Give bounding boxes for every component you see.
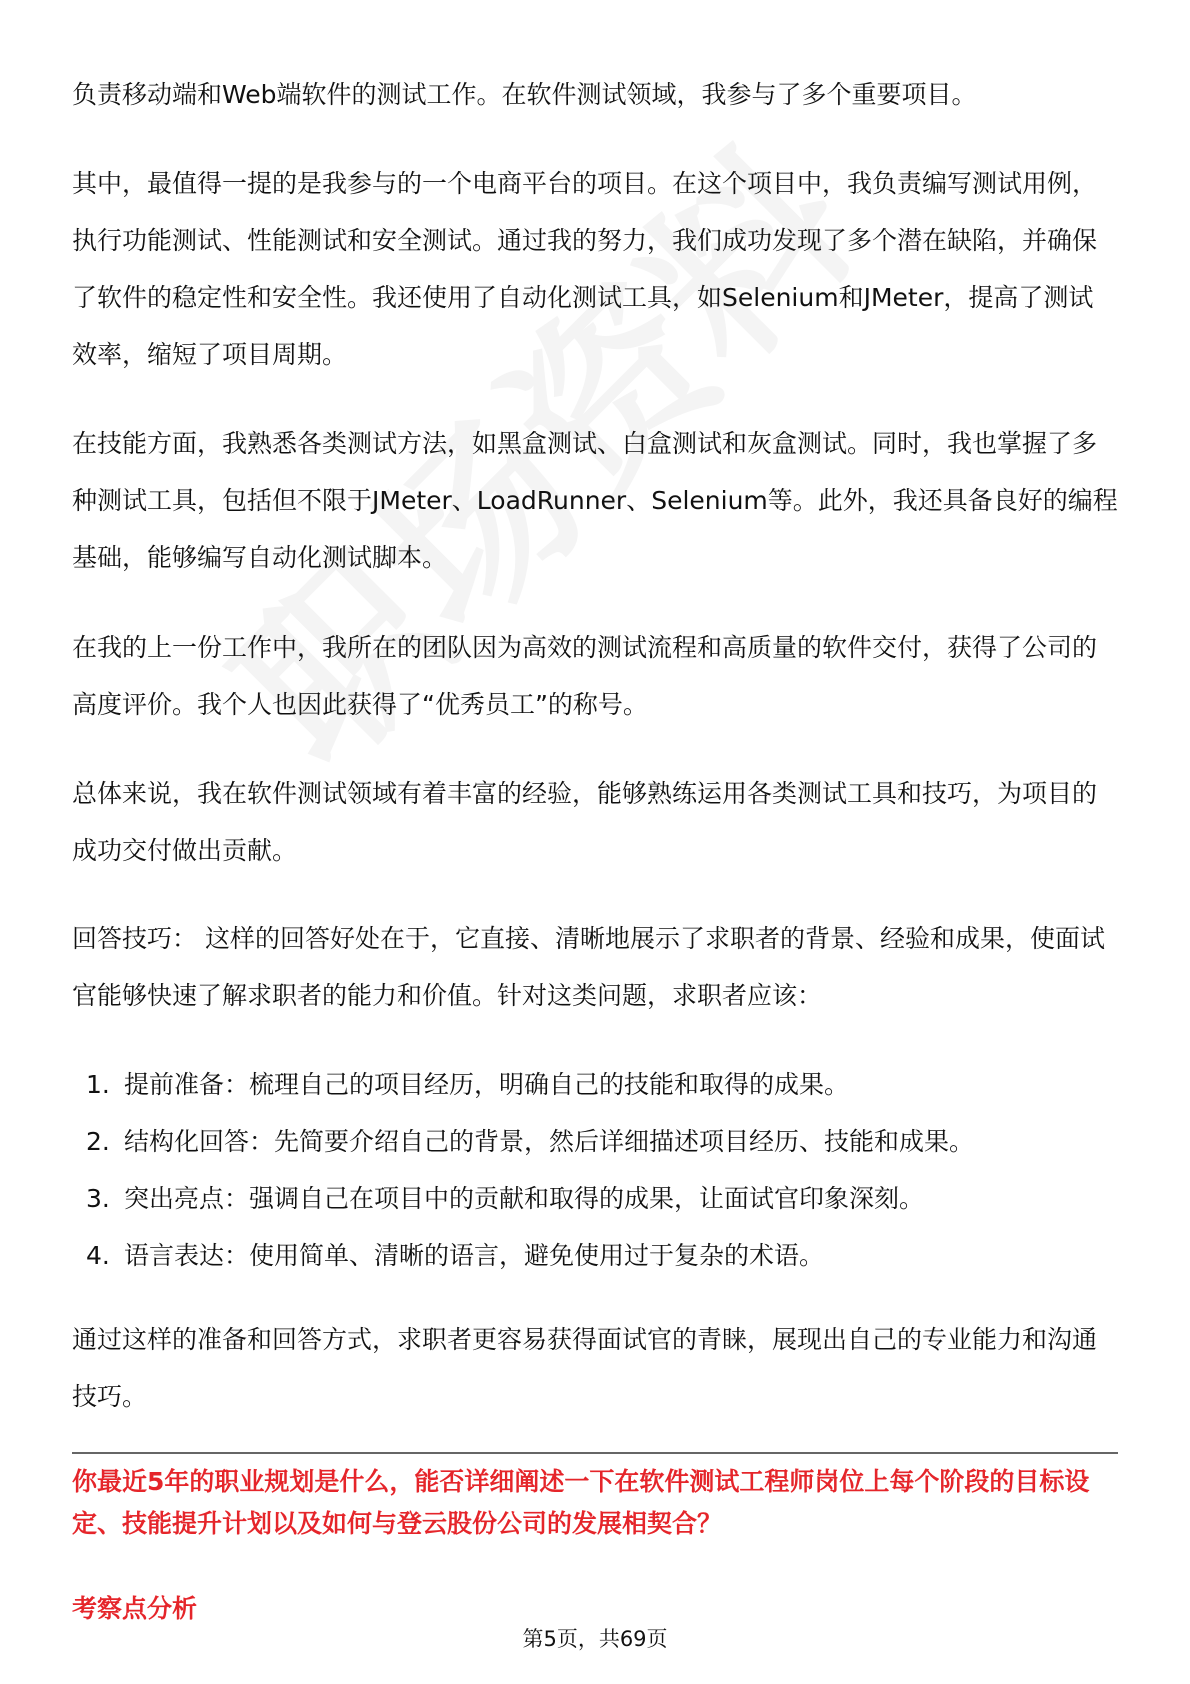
- list-item-number: 3.: [86, 1184, 110, 1213]
- paragraph-answer-tips: 回答技巧： 这样的回答好处在于，它直接、清晰地展示了求职者的背景、经验和成果，使面试官能够快速了解求职者的能力和价值。针对这类问题，求职者应该：: [72, 924, 1105, 1010]
- list-item-number: 4.: [86, 1241, 110, 1270]
- page-number: 第5页，共69页: [522, 1627, 668, 1651]
- list-item: [72, 1056, 1118, 1113]
- list-item-number: 1.: [86, 1070, 110, 1099]
- interview-question: 你最近5年的职业规划是什么，能否详细阐述一下在软件测试工程师岗位上每个阶段的目标设定、技能提升计划以及如何与登云股份公司的发展相契合？: [72, 1467, 1090, 1538]
- list-item-text: 结构化回答：先简要介绍自己的背景，然后详细描述项目经历、技能和成果。: [124, 1127, 975, 1156]
- list-item-text: 语言表达：使用简单、清晰的语言，避免使用过于复杂的术语。: [124, 1241, 825, 1270]
- document-page: [72, 0, 1118, 1684]
- paragraph-conclusion: 通过这样的准备和回答方式，求职者更容易获得面试官的青睐，展现出自己的专业能力和沟通技巧。: [72, 1325, 1098, 1411]
- list-item-number: 2.: [86, 1127, 110, 1156]
- tips-list: [72, 1056, 1118, 1284]
- paragraph-summary: 总体来说，我在软件测试领域有着丰富的经验，能够熟练运用各类测试工具和技巧，为项目的成功交付做出贡献。: [72, 779, 1098, 865]
- list-item: [72, 1113, 1118, 1170]
- paragraph-intro: 负责移动端和Web端软件的测试工作。在软件测试领域，我参与了多个重要项目。: [72, 80, 977, 109]
- paragraph-skills: 在技能方面，我熟悉各类测试方法，如黑盒测试、白盒测试和灰盒测试。同时，我也掌握了多种测试工具，包括但不限于JMeter、LoadRunner、Selenium等。此外，我还具备良好的编程基础，能够编写自动化测试脚本。: [72, 429, 1118, 572]
- section-divider: [72, 1452, 1118, 1454]
- list-item: [72, 1227, 1118, 1284]
- paragraph-ecommerce-project: 其中，最值得一提的是我参与的一个电商平台的项目。在这个项目中，我负责编写测试用例，执行功能测试、性能测试和安全测试。通过我的努力，我们成功发现了多个潜在缺陷，并确保了软件的稳定性和安全性。我还使用了自动化测试工具，如Selenium和JMeter，提高了测试效率，缩短了项目周期。: [72, 169, 1098, 369]
- list-item: [72, 1170, 1118, 1227]
- list-item-text: 突出亮点：强调自己在项目中的贡献和取得的成果，让面试官印象深刻。: [124, 1184, 925, 1213]
- list-item-text: 提前准备：梳理自己的项目经历，明确自己的技能和取得的成果。: [124, 1070, 850, 1099]
- section-title: 考察点分析: [72, 1594, 198, 1623]
- paragraph-award: 在我的上一份工作中，我所在的团队因为高效的测试流程和高质量的软件交付，获得了公司的高度评价。我个人也因此获得了“优秀员工”的称号。: [72, 633, 1098, 719]
